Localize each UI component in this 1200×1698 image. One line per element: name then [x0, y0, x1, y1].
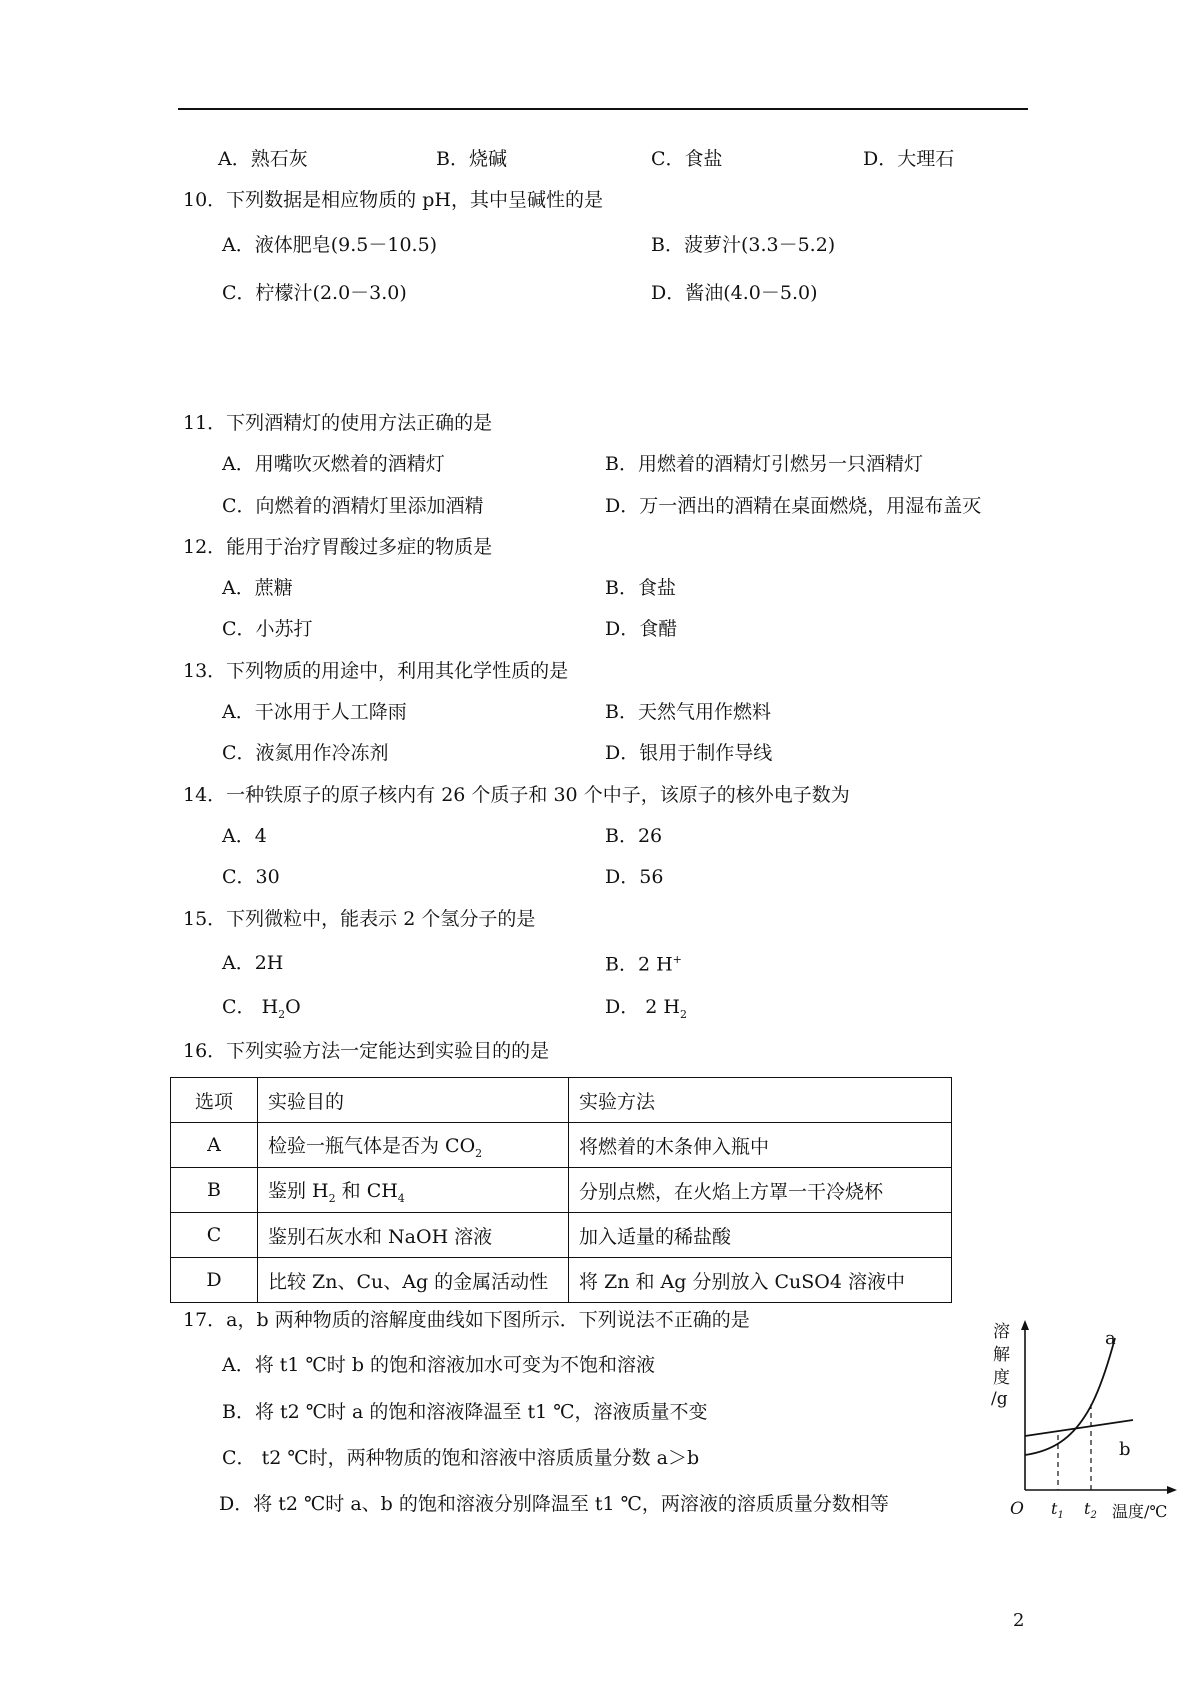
q17-option-d: D．将 t2 ℃时 a、b 的饱和溶液分别降温至 t1 ℃，两溶液的溶质质量分数相等: [219, 1493, 889, 1515]
table-row: [171, 1258, 952, 1303]
q11-option-b: B．用燃着的酒精灯引燃另一只酒精灯: [605, 453, 923, 475]
q17-option-b: B．将 t2 ℃时 a 的饱和溶液降温至 t1 ℃，溶液质量不变: [222, 1401, 708, 1423]
x-axis-arrow: [1167, 1486, 1177, 1494]
y-label-char-2: 解: [993, 1345, 1010, 1365]
q12-option-c: C．小苏打: [222, 618, 313, 640]
q14-option-b: B．26: [605, 825, 663, 847]
q13-option-c: C．液氮用作冷冻剂: [222, 742, 389, 764]
q12-stem: 12．能用于治疗胃酸过多症的物质是: [183, 536, 493, 558]
y-axis-label: [991, 1322, 1010, 1409]
q14-option-a: A．4: [222, 825, 267, 847]
q17-option-a: A．将 t1 ℃时 b 的饱和溶液加水可变为不饱和溶液: [222, 1354, 656, 1376]
q12-option-d: D．食醋: [605, 618, 678, 640]
header-option: 选项: [171, 1078, 258, 1123]
q9-option-b: B．烧碱: [436, 148, 507, 170]
q15-option-c: C． $H_2O$: [222, 996, 301, 1021]
tick-t2: $t_2$: [1084, 1499, 1097, 1521]
q11-option-d: D．万一洒出的酒精在桌面燃烧，用湿布盖灭: [605, 495, 982, 517]
solubility-chart-svg: [985, 1318, 1185, 1526]
q13-option-d: D．银用于制作导线: [605, 742, 773, 764]
row-method: 将 Zn 和 Ag 分别放入 CuSO4 溶液中: [569, 1258, 952, 1303]
tick-t1: $t_1$: [1051, 1499, 1064, 1521]
q12-option-a: A．蔗糖: [222, 577, 293, 599]
q10-option-b: B．菠萝汁(3.3－5.2): [651, 234, 836, 256]
q15-option-b: B．2 H+: [605, 953, 682, 976]
q11-option-c: C．向燃着的酒精灯里添加酒精: [222, 495, 484, 517]
row-goal: 鉴别 $H_2$ 和 $CH_4$: [258, 1168, 569, 1213]
table-row: [171, 1168, 952, 1213]
q10-stem: 10．下列数据是相应物质的 pH，其中呈碱性的是: [183, 189, 603, 211]
q11-option-a: A．用嘴吹灭燃着的酒精灯: [222, 453, 445, 475]
row-option: C: [171, 1213, 258, 1258]
curve-b: [1025, 1420, 1133, 1436]
row-method: 将燃着的木条伸入瓶中: [569, 1123, 952, 1168]
q14-stem: 14．一种铁原子的原子核内有 26 个质子和 30 个中子，该原子的核外电子数为: [183, 784, 850, 806]
row-method: 加入适量的稀盐酸: [569, 1213, 952, 1258]
q10-option-d: D．酱油(4.0－5.0): [651, 282, 818, 304]
q14-option-c: C．30: [222, 866, 280, 888]
q10-option-a: A．液体肥皂(9.5－10.5): [222, 234, 438, 256]
q13-option-b: B．天然气用作燃料: [605, 701, 771, 723]
row-goal: 检验一瓶气体是否为 $CO_2$: [258, 1123, 569, 1168]
q10-option-c: C．柠檬汁(2.0－3.0): [222, 282, 407, 304]
y-axis-arrow: [1021, 1320, 1029, 1330]
table-row: [171, 1123, 952, 1168]
top-rule: [178, 108, 1028, 110]
q11-stem: 11．下列酒精灯的使用方法正确的是: [183, 412, 493, 434]
q13-stem: 13．下列物质的用途中，利用其化学性质的是: [183, 660, 569, 682]
q9-option-d: D．大理石: [863, 148, 955, 170]
y-label-char-4: /g: [991, 1389, 1008, 1409]
experiment-table: [170, 1077, 952, 1303]
header-goal: 实验目的: [258, 1078, 569, 1123]
series-b-label: b: [1119, 1439, 1131, 1460]
row-goal: 鉴别石灰水和 NaOH 溶液: [258, 1213, 569, 1258]
y-label-char-3: 度: [993, 1368, 1010, 1388]
page-number: 2: [1013, 1610, 1025, 1631]
row-goal: 比较 Zn、Cu、Ag 的金属活动性: [258, 1258, 569, 1303]
q16-stem: 16．下列实验方法一定能达到实验目的的是: [183, 1040, 550, 1062]
table-row: [171, 1213, 952, 1258]
q9-option-c: C．食盐: [651, 148, 723, 170]
q14-option-d: D．56: [605, 866, 664, 888]
y-label-char-1: 溶: [993, 1322, 1010, 1342]
row-option: B: [171, 1168, 258, 1213]
row-option: D: [171, 1258, 258, 1303]
solubility-chart: [985, 1318, 1185, 1526]
q15-option-d: D． 2 $H_2$: [605, 996, 687, 1021]
q13-option-a: A．干冰用于人工降雨: [222, 701, 407, 723]
q15-option-a: A．2H: [222, 952, 284, 974]
q17-option-c: C． t2 ℃时，两种物质的饱和溶液中溶质质量分数 a＞b: [222, 1447, 700, 1469]
origin-label: O: [1010, 1499, 1024, 1519]
q9-option-a: A．熟石灰: [218, 148, 308, 170]
header-method: 实验方法: [569, 1078, 952, 1123]
q17-stem: 17．a，b 两种物质的溶解度曲线如下图所示．下列说法不正确的是: [183, 1309, 750, 1331]
row-option: A: [171, 1123, 258, 1168]
x-axis-label: 温度/℃: [1112, 1502, 1168, 1521]
row-method: 分别点燃，在火焰上方罩一干冷烧杯: [569, 1168, 952, 1213]
series-a-label: a: [1105, 1328, 1116, 1349]
q15-stem: 15．下列微粒中，能表示 2 个氢分子的是: [183, 908, 536, 930]
table-header-row: [171, 1078, 952, 1123]
q12-option-b: B．食盐: [605, 577, 676, 599]
curve-a: [1025, 1338, 1115, 1455]
